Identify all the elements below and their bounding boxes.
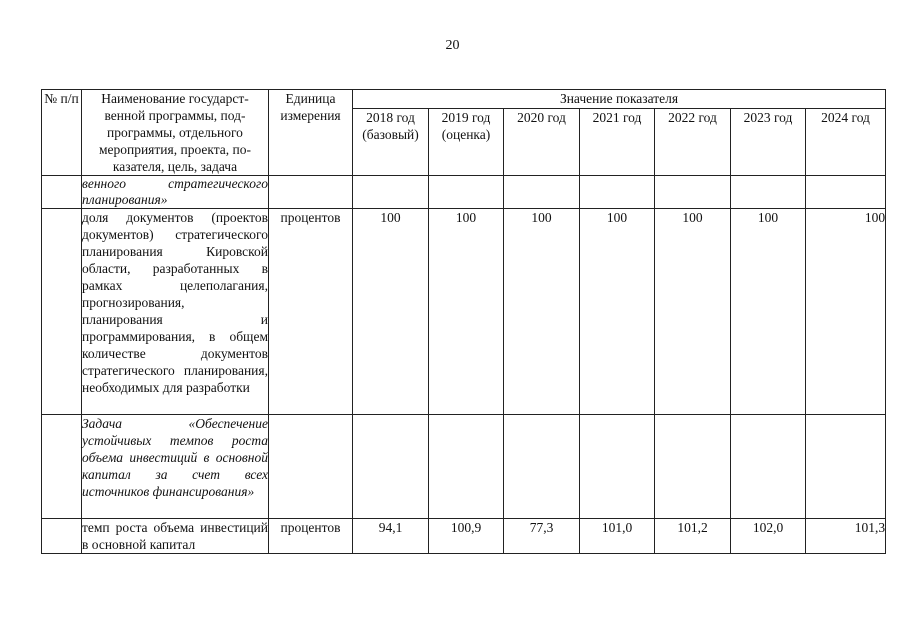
table-row (42, 176, 886, 209)
header-num: № п/п (42, 90, 82, 176)
header-year-2024: 2024 год (806, 109, 886, 176)
table-row (42, 209, 886, 415)
row-unit (269, 176, 353, 209)
value-cell (580, 415, 655, 519)
row-unit: процентов (269, 519, 353, 554)
value-cell (806, 415, 886, 519)
value-cell: 101,3 (806, 519, 886, 554)
value-cell: 100,9 (429, 519, 504, 554)
row-num-cell (42, 209, 82, 415)
header-values-group: Значение показателя (353, 90, 886, 109)
value-cell (353, 176, 429, 209)
header-year-2021: 2021 год (580, 109, 655, 176)
header-year-2023: 2023 год (731, 109, 806, 176)
value-cell: 100 (806, 209, 886, 415)
year-note: (оценка) (441, 127, 491, 143)
value-cell: 100 (580, 209, 655, 415)
value-cell (504, 176, 580, 209)
value-cell (429, 176, 504, 209)
header-year-2018 (353, 109, 429, 176)
header-unit: Единица измерения (269, 90, 353, 176)
value-cell: 101,2 (655, 519, 731, 554)
value-cell: 100 (353, 209, 429, 415)
row-num-cell (42, 415, 82, 519)
value-cell (655, 415, 731, 519)
table-row (42, 415, 886, 519)
year-note: (базовый) (362, 127, 419, 143)
value-cell (731, 176, 806, 209)
value-cell (731, 415, 806, 519)
value-cell: 101,0 (580, 519, 655, 554)
header-year-2020: 2020 год (504, 109, 580, 176)
table-row (42, 519, 886, 554)
value-cell (806, 176, 886, 209)
value-cell (655, 176, 731, 209)
year-label: 2018 год (366, 110, 415, 126)
value-cell: 77,3 (504, 519, 580, 554)
row-name: темп роста объема инвестиций в основной капитал (82, 520, 268, 552)
row-unit (269, 415, 353, 519)
value-cell: 94,1 (353, 519, 429, 554)
value-cell (580, 176, 655, 209)
indicators-table (41, 89, 886, 554)
value-cell: 102,0 (731, 519, 806, 554)
row-num-cell (42, 519, 82, 554)
row-name: доля документов (проектов документов) стратегического планирования Кировской области, разработанных в рамках целеполагания, прогнозирования, планирования и программирования, в общем количестве документов стратегического планирования, необходимых для разработки (82, 209, 269, 415)
value-cell: 100 (731, 209, 806, 415)
year-label: 2019 год (441, 110, 491, 126)
row-name: Задача «Обеспечение устойчивых темпов роста объема инвестиций в основной капитал за счет всех источников финансирования» (82, 415, 269, 519)
value-cell (353, 415, 429, 519)
header-row (42, 90, 886, 109)
header-name: Наименование государст-венной программы, под-программы, отдельного мероприятия, проекта, по-казателя, цель, задача (82, 90, 269, 176)
value-cell (429, 415, 504, 519)
value-cell: 100 (655, 209, 731, 415)
header-year-2022: 2022 год (655, 109, 731, 176)
row-num-cell (42, 176, 82, 209)
value-cell: 100 (429, 209, 504, 415)
page-number: 20 (445, 38, 460, 53)
value-cell: 100 (504, 209, 580, 415)
header-year-2019 (429, 109, 504, 176)
row-name: венного стратегического планирования» (82, 176, 268, 207)
row-unit: процентов (269, 209, 353, 415)
value-cell (504, 415, 580, 519)
